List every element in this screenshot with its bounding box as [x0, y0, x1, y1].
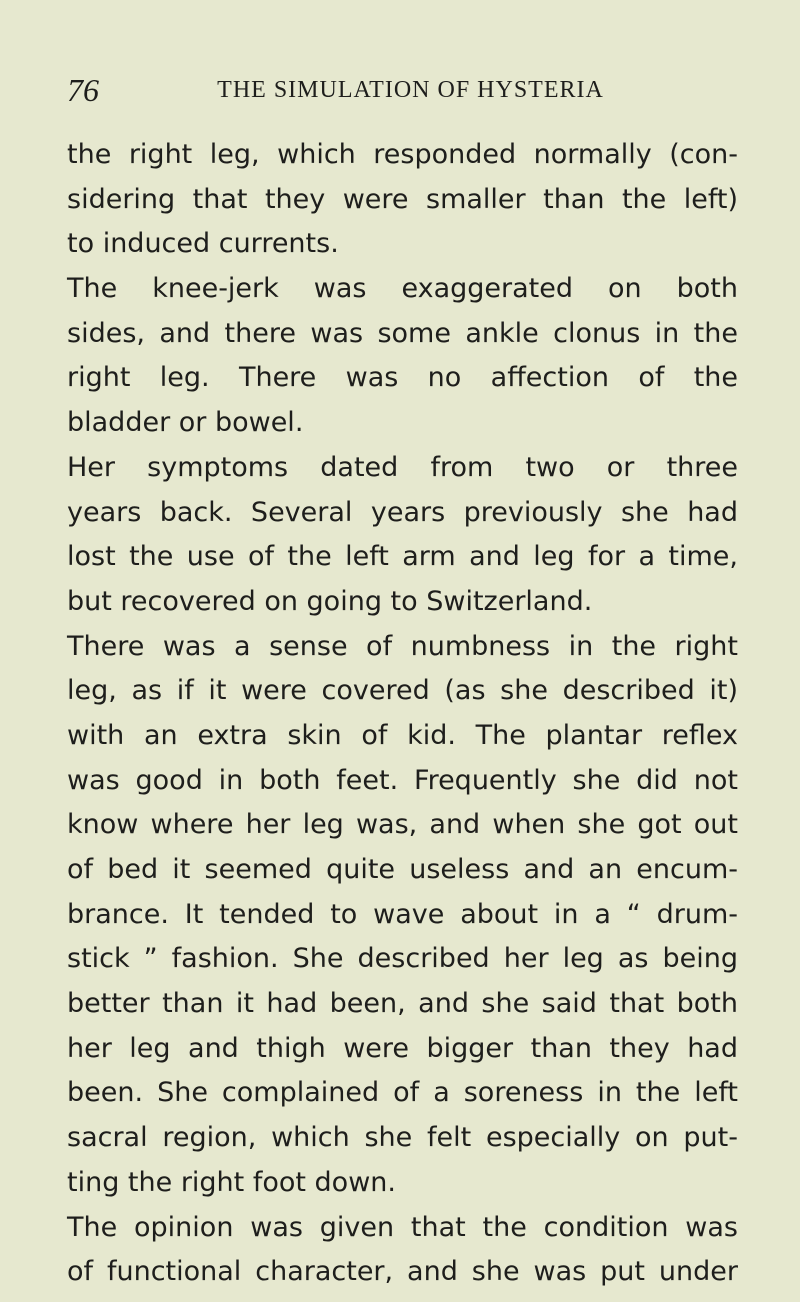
- text-line: bladder or bowel.: [67, 407, 304, 439]
- text-line: sidering that they were smaller than the left): [67, 183, 738, 215]
- text-line: been. She complained of a soreness in the left: [67, 1077, 738, 1109]
- text-line: but recovered on going to Switzerland.: [67, 585, 593, 617]
- text-line: her leg and thigh were bigger than they had: [67, 1032, 738, 1064]
- text-line: years back. Several years previously she had: [67, 496, 738, 528]
- page-header: [67, 70, 754, 110]
- text-line: know where her leg was, and when she got out: [67, 809, 738, 841]
- text-line: leg, as if it were covered (as she described it): [67, 675, 738, 707]
- text-line: was good in both feet. Frequently she did not: [67, 764, 738, 796]
- running-head: THE SIMULATION OF HYSTERIA: [217, 77, 604, 103]
- text-line: stick ” fashion. She described her leg as being: [67, 943, 738, 975]
- text-line: sides, and there was some ankle clonus in the: [67, 317, 738, 349]
- text-line: sacral region, which she felt especially on put-: [67, 1122, 738, 1154]
- text-line: The knee-jerk was exaggerated on both: [67, 273, 738, 305]
- text-line: right leg. There was no affection of the: [67, 362, 738, 394]
- text-line: of functional character, and she was put under: [67, 1256, 738, 1288]
- text-line: better than it had been, and she said that both: [67, 988, 738, 1020]
- text-line: Her symptoms dated from two or three: [67, 451, 738, 483]
- text-line: the right leg, which responded normally (con-: [67, 139, 738, 170]
- body-text: [67, 133, 738, 1295]
- text-line: ting the right foot down.: [67, 1166, 396, 1198]
- text-line: The opinion was given that the condition was: [67, 1211, 738, 1243]
- text-line: brance. It tended to wave about in a “ drum-: [67, 898, 738, 930]
- text-line: of bed it seemed quite useless and an encum-: [67, 854, 738, 885]
- text-line: There was a sense of numbness in the right: [67, 630, 738, 662]
- text-line: lost the use of the left arm and leg for a time,: [67, 541, 738, 573]
- text-line: with an extra skin of kid. The plantar reflex: [67, 719, 738, 751]
- text-line: to induced currents.: [67, 228, 339, 260]
- page-number: 76: [67, 72, 99, 108]
